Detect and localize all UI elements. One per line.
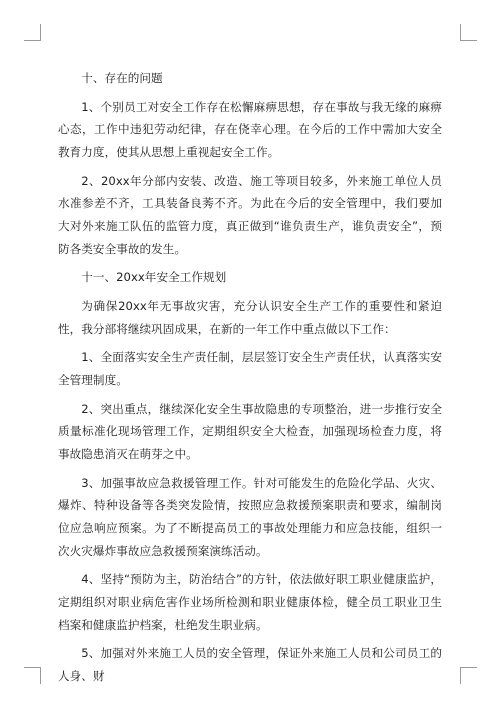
plan-intro: 为确保20xx年无事故灾害，充分认识安全生产工作的重要性和紧迫性，我分部将继续巩固成果，在新的一年工作中重点做以下工作： <box>58 299 442 336</box>
plan-item-2: 2、突出重点，继续深化安全生事故隐患的专项整治，进一步推行安全质量标准化现场管理工作，定期组织安全大检查，加强现场检查力度，将事故隐患消灭在萌芽之中。 <box>58 401 442 462</box>
problem-item-2: 2、20xx年分部内安装、改造、施工等项目较多，外来施工单位人员水准参差不齐，工具装备良莠不齐。为此在今后的安全管理中，我们要加大对外来施工队伍的监管力度，真正做到“谁负责生产，谁负责安全”，预防各类安全事故的发生。 <box>58 173 442 256</box>
section-heading-plan: 十一、20xx年安全工作规划 <box>81 270 227 285</box>
crop-mark-top-left <box>24 24 41 41</box>
plan-item-3: 3、加强事故应急救援管理工作。针对可能发生的危险化学品、火灾、爆炸、特种设备等各类突发险情，按照应急救援预案职责和要求，编制岗位应急响应预案。为了不断提高员工的事故处理能力和应急技能，组织一次火灾爆炸事故应急救援预案演练活动。 <box>58 475 442 558</box>
plan-item-1: 1、全面落实安全生产责任制，层层签订安全生产责任状，认真落实安全管理制度。 <box>58 350 442 388</box>
plan-item-5: 5、加强对外来施工人员的安全管理，保证外来施工人员和公司员工的人身、财 <box>58 646 442 683</box>
document-body <box>58 67 442 694</box>
crop-mark-bottom-right <box>460 667 477 684</box>
crop-mark-top-right <box>460 24 477 41</box>
problem-item-1: 1、个别员工对安全工作存在松懈麻痹思想，存在事故与我无缘的麻痹心态，工作中违犯劳动纪律，存在侥幸心理。在今后的工作中需加大安全教育力度，使其从思想上重视起安全工作。 <box>58 99 442 159</box>
crop-mark-bottom-left <box>24 667 41 684</box>
section-heading-problems: 十、存在的问题 <box>81 71 163 85</box>
plan-item-4: 4、坚持“预防为主，防治结合”的方针，依法做好职工职业健康监护，定期组织对职业病危害作业场所检测和职业健康体检，健全员工职业卫生档案和健康监护档案，杜绝发生职业病。 <box>58 572 442 632</box>
